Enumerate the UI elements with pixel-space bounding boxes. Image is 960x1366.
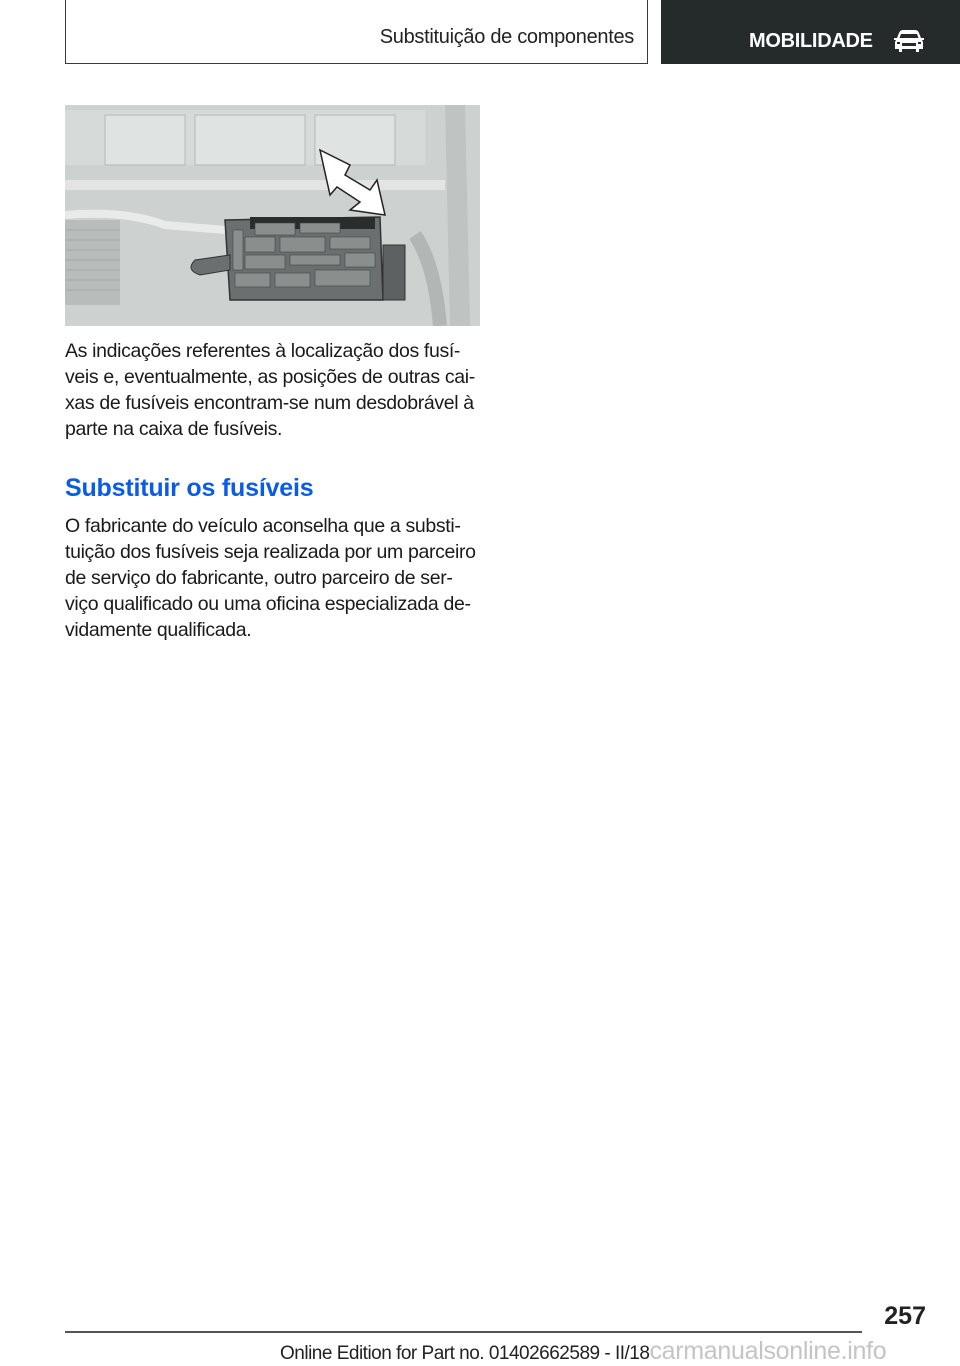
section-heading: Substituir os fusíveis	[65, 474, 314, 502]
paragraph-line: tuição dos fusíveis seja realizada por um parceiro	[65, 541, 476, 563]
section-label: MOBILIDADE	[749, 30, 873, 52]
fuse-location-paragraph	[65, 338, 485, 442]
edition-text: Online Edition for Part no. 01402662589 - II/18	[280, 1343, 650, 1364]
paragraph-line: vidamente qualificada.	[65, 619, 252, 641]
footer-divider	[65, 1331, 862, 1333]
paragraph-line: As indicações referentes à localização dos fusí-	[65, 340, 461, 362]
section-header	[661, 0, 960, 64]
paragraph-line: O fabricante do veículo aconselha que a substi-	[65, 515, 461, 537]
fuse-box-drawing	[65, 105, 480, 326]
watermark-link[interactable]: carmanualsonline.info	[649, 1337, 887, 1365]
chapter-title: Substituição de componentes	[379, 26, 634, 48]
fuse-box-illustration	[65, 105, 480, 326]
paragraph-line: xas de fusíveis encontram-se num desdobrável à	[65, 392, 474, 414]
page-number: 257	[884, 1302, 926, 1330]
paragraph-line: parte na caixa de fusíveis.	[65, 418, 283, 440]
car-icon	[893, 29, 925, 53]
paragraph-line: viço qualificado ou uma oficina especializada de-	[65, 593, 471, 615]
chapter-header	[65, 0, 648, 64]
paragraph-line: veis e, eventualmente, as posições de outras cai-	[65, 366, 475, 388]
paragraph-line: de serviço do fabricante, outro parceiro de ser-	[65, 567, 453, 589]
fuse-replacement-paragraph	[65, 513, 485, 643]
